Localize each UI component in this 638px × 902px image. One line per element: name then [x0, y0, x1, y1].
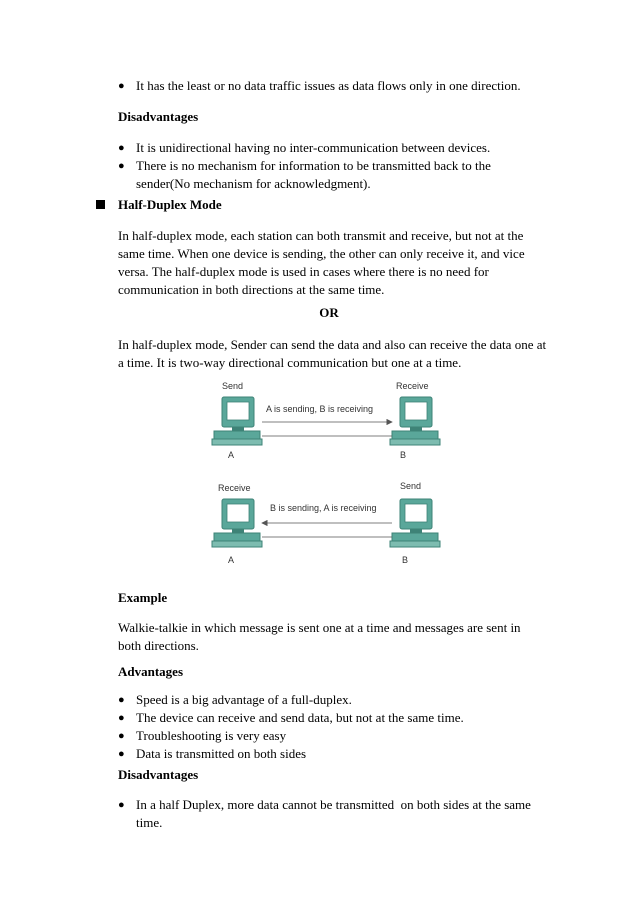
computer-b-icon: [390, 499, 440, 547]
bottom-node-b-label: B: [402, 555, 409, 565]
computer-b-icon: [390, 397, 440, 445]
or-label: OR: [319, 305, 339, 320]
disadvantages-heading: Disadvantages: [118, 109, 199, 124]
list-item: ● Data is transmitted on both sides: [118, 746, 307, 761]
bullet-icon: ●: [118, 160, 125, 172]
bullet-icon: ●: [118, 712, 125, 724]
top-node-b-label: B: [400, 450, 407, 460]
list-item: ● Speed is a big advantage of a full-duplex.: [118, 692, 352, 707]
bullet-icon: ●: [118, 142, 125, 154]
disadvantages-list: [118, 139, 558, 193]
half-duplex-heading: Half-Duplex Mode: [118, 197, 222, 212]
list-item: ● It is unidirectional having no inter-communication between devices.: [118, 140, 491, 155]
bullet-icon: ●: [118, 694, 125, 706]
computer-a-icon: [212, 499, 262, 547]
list-item: ● Troubleshooting is very easy: [118, 728, 287, 743]
half-duplex-paragraph-1: In half-duplex mode, each station can both transmit and receive, but not at the same time. When one device is sending, the other can only receive it, and vice versa. The half-duplex mode is used in cases where there is no need for communication in both directions at the same time.: [118, 228, 525, 297]
bottom-arrow-label: B is sending, A is receiving: [270, 503, 377, 513]
square-bullet-icon: [96, 200, 105, 209]
bottom-receive-label: Receive: [218, 483, 251, 493]
top-bullet-list: [118, 77, 558, 95]
list-item: ● In a half Duplex, more data cannot be transmitted on both sides at the same time.: [118, 797, 535, 830]
disadvantages-list-2: [118, 796, 558, 832]
bullet-icon: ●: [118, 748, 125, 760]
top-send-label: Send: [222, 381, 244, 391]
top-node-a-label: A: [228, 450, 235, 460]
advantages-heading: Advantages: [118, 664, 184, 679]
example-text: Walkie-talkie in which message is sent one at a time and messages are sent in both directions.: [118, 620, 521, 653]
top-receive-label: Receive: [396, 381, 429, 391]
computer-a-icon: [212, 397, 262, 445]
list-item: ● The device can receive and send data, but not at the same time.: [118, 710, 464, 725]
half-duplex-diagram: [200, 375, 450, 570]
bottom-send-label: Send: [400, 481, 422, 491]
disadvantages-heading-2: Disadvantages: [118, 767, 199, 782]
bullet-icon: ●: [118, 799, 125, 811]
list-item: ● It has the least or no data traffic issues as data flows only in one direction.: [118, 78, 521, 93]
list-item: ● There is no mechanism for information to be transmitted back to the sender(No mechanism for acknowledgment).: [118, 158, 491, 191]
example-heading: Example: [118, 590, 168, 605]
top-arrow-label: A is sending, B is receiving: [266, 404, 374, 414]
bullet-icon: ●: [118, 730, 125, 742]
half-duplex-paragraph-2: In half-duplex mode, Sender can send the data and also can receive the data one at a time. It is two-way directional communication but one at a time.: [118, 337, 547, 370]
advantages-list: [118, 691, 558, 763]
bullet-icon: ●: [118, 80, 125, 92]
bottom-node-a-label: A: [228, 555, 235, 565]
